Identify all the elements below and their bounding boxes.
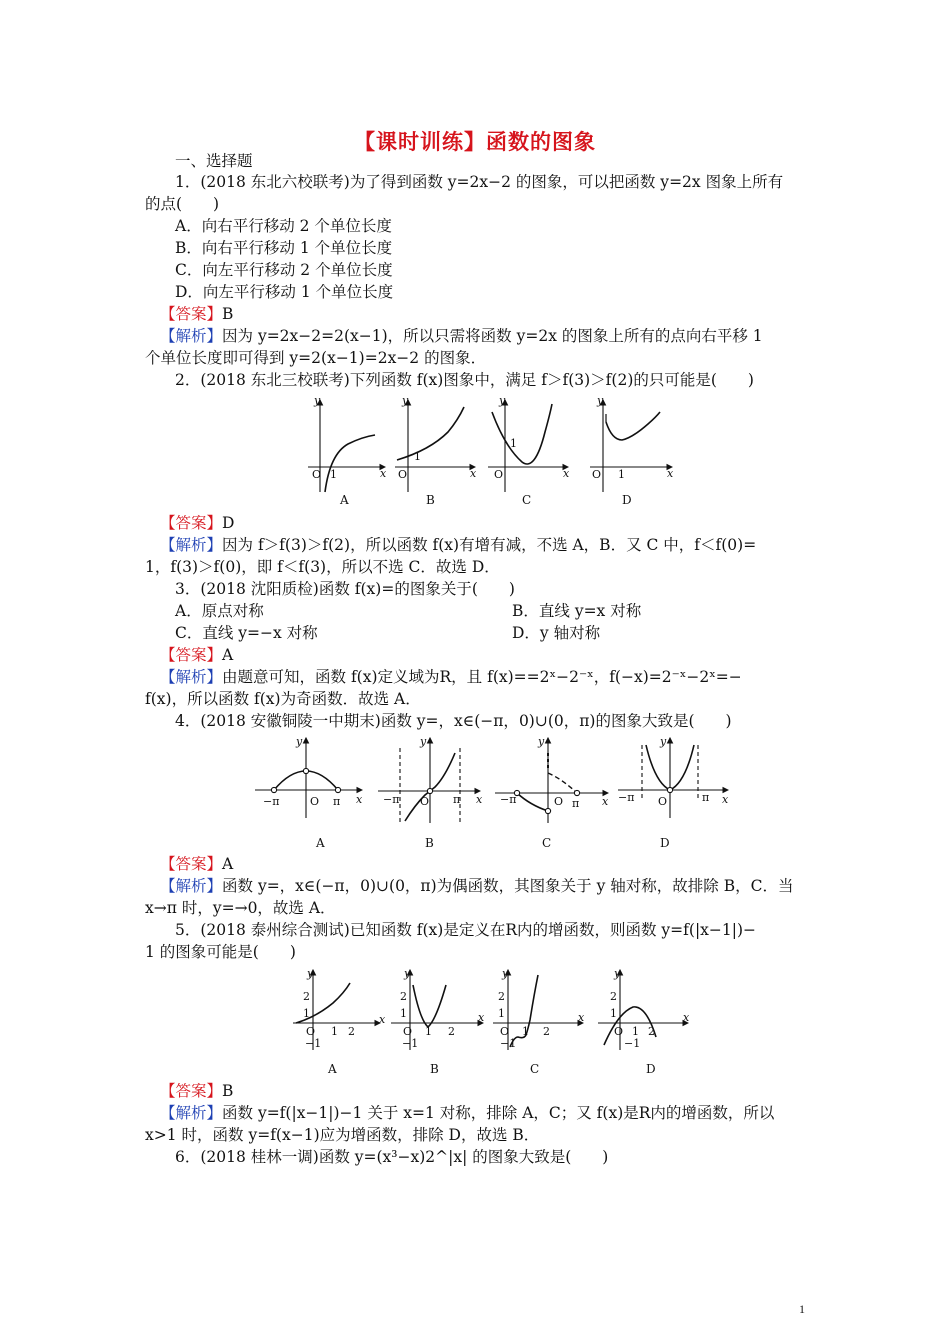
q5-answer [160,1080,233,1102]
explanation-tag: 【解析】 [160,1104,223,1122]
answer-tag: 【答案】 [160,855,223,873]
axis-label-y: y [404,967,411,980]
origin-label: O [494,468,504,481]
section-heading: 一、选择题 [175,152,253,170]
tick-label-neg-1: −1 [305,1037,322,1050]
axis-label-y: y [314,394,321,407]
tick-label-2: 2 [648,1025,655,1038]
axis-label-x: x [476,793,483,806]
figure-label-c: C [542,836,552,850]
origin-label: O [312,468,322,481]
q4-explanation-line2: x→π 时，y=→0，故选 A． [145,899,336,917]
axis-label-y: y [296,735,303,748]
axis-label-x: x [379,1013,386,1026]
q2-answer [160,512,234,534]
q1-option-d: D．向左平行移动 1 个单位长度 [175,283,394,301]
axis-label-x: x [380,467,387,480]
axis-label-y: y [538,735,545,748]
axis-label-y: y [597,394,604,407]
q5-explanation-line2: x>1 时，函数 y=f(x−1)应为增函数，排除 D，故选 B． [145,1126,540,1144]
explanation-text: 因为 f＞f(3)＞f(2)，所以函数 f(x)有增有减，不选 A，B．又 C 中，f＜f(0)= [222,536,757,554]
explanation-text: 函数 y=，x∈(−π，0)∪(0，π)为偶函数，其图象关于 y 轴对称，故排除 B，C．当 [222,877,794,895]
figure-label-c: C [522,493,532,507]
tick-label-2: 2 [498,990,505,1003]
q4-figures [250,733,750,853]
axis-label-x: x [563,467,570,480]
answer-tag: 【答案】 [160,514,223,532]
figure-label-d: D [646,1062,656,1076]
origin-label: O [420,795,430,808]
q5-stem-line1: 5．(2018 泰州综合测试)已知函数 f(x)是定义在R内的增函数，则函数 y=f(|x−1|)− [175,921,757,939]
origin-label: O [658,795,668,808]
axis-label-y: y [660,735,667,748]
axis-label-y: y [402,394,409,407]
answer-value: D [222,514,235,532]
tick-label-neg-pi: −π [618,791,635,804]
tick-label-neg-1: −1 [500,1037,517,1050]
q5-explanation-line1 [160,1102,774,1124]
q3-answer [160,644,233,666]
q1-stem-line1: 1．(2018 东北六校联考)为了得到函数 y=2x−2 的图象，可以把函数 y=2x 图象上所有 [175,173,784,191]
tick-label-2: 2 [303,990,310,1003]
axis-label-x: x [478,1011,485,1024]
tick-label-1: 1 [498,1007,505,1020]
q6-stem: 6．(2018 桂林一调)函数 y=(x³−x)2^|x| 的图象大致是( ) [175,1148,609,1166]
q1-explanation-line1 [160,325,763,347]
origin-label: O [554,795,564,808]
q4-answer [160,853,233,875]
origin-label: O [592,468,602,481]
tick-label-1: 1 [510,437,517,450]
q5-stem-line2: 1 的图象可能是( ) [145,943,296,961]
q1-option-a: A．向右平行移动 2 个单位长度 [175,217,392,235]
tick-label-1: 1 [414,450,421,463]
figure-label-a: A [316,836,325,850]
q3-option-b: B．直线 y=x 对称 [512,602,642,620]
origin-label: O [398,468,408,481]
figure-label-d: D [660,836,670,850]
tick-label-2: 2 [610,990,617,1003]
origin-label: O [403,1025,413,1038]
tick-label-pi: π [333,795,341,808]
tick-label-2: 2 [348,1025,355,1038]
figure-label-d: D [622,493,632,507]
axis-label-x: x [683,1011,690,1024]
origin-label: O [500,1025,510,1038]
tick-label-1: 1 [425,1025,432,1038]
page-number: 1 [799,1302,805,1316]
axis-label-x: x [356,793,363,806]
figure-label-a: A [328,1062,337,1076]
q1-answer [160,303,233,325]
axis-label-y: y [307,967,314,980]
axis-label-y: y [499,394,506,407]
axis-label-x: x [602,795,609,808]
tick-label-neg-1: −1 [624,1037,641,1050]
q3-stem: 3．(2018 沈阳质检)函数 f(x)=的图象关于( ) [175,580,515,598]
q3-explanation-line1 [160,666,742,688]
answer-value: A [222,855,234,873]
answer-tag: 【答案】 [160,1082,223,1100]
q5-figures [288,965,698,1080]
tick-label-1: 1 [618,468,625,481]
figure-label-b: B [426,493,435,507]
q2-explanation-line1 [160,534,756,556]
tick-label-1: 1 [303,1007,310,1020]
q2-explanation-line2: 1，f(3)＞f(0)，即 f＜f(3)，所以不选 C．故选 D． [145,558,500,576]
answer-value: B [222,1082,234,1100]
q3-option-d: D．y 轴对称 [512,624,601,642]
origin-label: O [306,1025,316,1038]
tick-label-2: 2 [448,1025,455,1038]
figure-label-b: B [425,836,434,850]
axis-label-x: x [667,467,674,480]
explanation-tag: 【解析】 [160,668,223,686]
q1-stem-line2: 的点( ) [145,195,220,213]
answer-tag: 【答案】 [160,646,223,664]
q3-explanation-line2: f(x)，所以函数 f(x)为奇函数．故选 A． [145,690,421,708]
figure-label-b: B [430,1062,439,1076]
q4-stem: 4．(2018 安徽铜陵一中期末)函数 y=，x∈(−π，0)∪(0，π)的图象大致是( ) [175,712,732,730]
tick-label-neg-1: −1 [402,1037,419,1050]
tick-label-1: 1 [331,1025,338,1038]
answer-value: A [222,646,234,664]
q2-stem: 2．(2018 东北三校联考)下列函数 f(x)图象中，满足 f＞f(3)＞f(2)的只可能是( ) [175,371,754,389]
tick-label-1: 1 [610,1007,617,1020]
axis-label-y: y [502,967,509,980]
tick-label-1: 1 [400,1007,407,1020]
q2-figures [300,392,690,512]
page-title: 【课时训练】函数的图象 [354,130,596,154]
explanation-text: 由题意可知，函数 f(x)定义域为R，且 f(x)==2ˣ−2⁻ˣ，f(−x)=2⁻ˣ−2ˣ=− [222,668,742,686]
tick-label-1: 1 [632,1025,639,1038]
tick-label-pi: π [572,797,580,810]
answer-value: B [222,305,234,323]
answer-tag: 【答案】 [160,305,223,323]
axis-label-y: y [420,735,427,748]
q1-option-b: B．向右平行移动 1 个单位长度 [175,239,393,257]
axis-label-x: x [470,467,477,480]
tick-label-neg-pi: −π [500,793,517,806]
figure-label-a: A [340,493,349,507]
explanation-tag: 【解析】 [160,877,223,895]
q3-option-c: C．直线 y=−x 对称 [175,624,318,642]
q1-explanation-line2: 个单位长度即可得到 y=2(x−1)=2x−2 的图象． [145,349,487,367]
explanation-text: 函数 y=f(|x−1|)−1 关于 x=1 对称，排除 A，C；又 f(x)是R内的增函数，所以 [222,1104,775,1122]
axis-label-y: y [614,967,621,980]
tick-label-neg-pi: −π [383,793,400,806]
tick-label-pi: π [702,791,710,804]
explanation-tag: 【解析】 [160,327,223,345]
explanation-text: 因为 y=2x−2=2(x−1)，所以只需将函数 y=2x 的图象上所有的点向右平移 1 [222,327,763,345]
q1-option-c: C．向左平行移动 2 个单位长度 [175,261,393,279]
tick-label-2: 2 [400,990,407,1003]
tick-label-1: 1 [522,1025,529,1038]
q3-option-a: A．原点对称 [175,602,264,620]
origin-label: O [614,1025,624,1038]
tick-label-2: 2 [543,1025,550,1038]
figure-label-c: C [530,1062,540,1076]
origin-label: O [310,795,320,808]
axis-label-x: x [722,793,729,806]
tick-label-1: 1 [330,468,337,481]
explanation-tag: 【解析】 [160,536,223,554]
tick-label-pi: π [453,793,461,806]
tick-label-neg-pi: −π [263,795,280,808]
q4-explanation-line1 [160,875,793,897]
axis-label-x: x [578,1011,585,1024]
